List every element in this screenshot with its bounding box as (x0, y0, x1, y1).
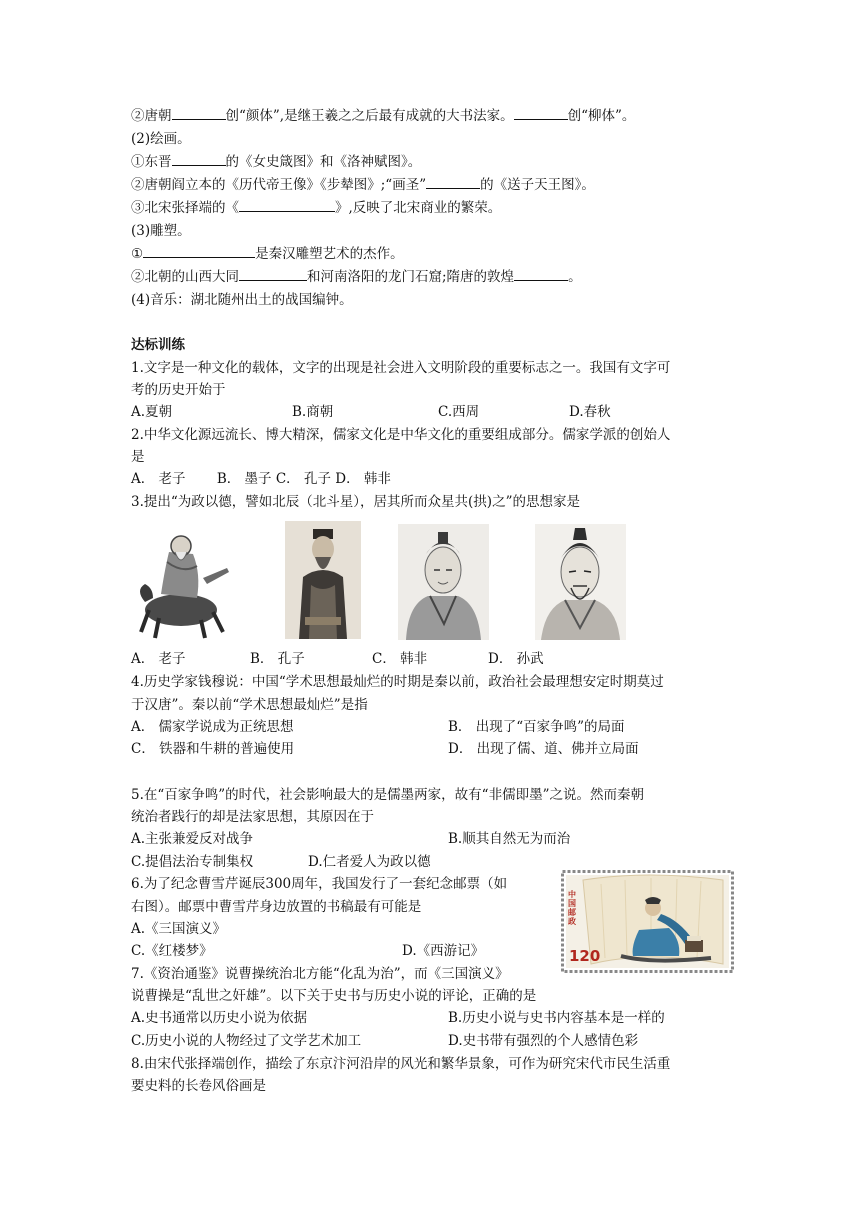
text: ②唐朝阎立本的《历代帝王像》《步辇图》;“画圣” (131, 177, 427, 193)
q5-option-a[interactable]: A.主张兼爱反对战争 (131, 831, 254, 847)
q3-line-1: 3.提出“为政以德，譬如北辰（北斗星），居其所而众星共(拱)之”的思想家是 (131, 494, 580, 510)
caoxueqin-stamp-image (561, 870, 734, 973)
sculpture-heading: (3)雕塑。 (131, 223, 191, 239)
text: 。 (568, 269, 582, 285)
painting-heading: (2)绘画。 (131, 131, 191, 147)
text: 是秦汉雕塑艺术的杰作。 (255, 246, 404, 262)
q1-option-d[interactable]: D.春秋 (569, 404, 611, 420)
q6-option-c[interactable]: C.《红楼梦》 (131, 943, 213, 959)
confucius-portrait-image (285, 521, 361, 639)
answer-blank[interactable] (426, 174, 480, 189)
answer-blank[interactable] (239, 266, 307, 281)
stamp-country-text: 中国邮政 (568, 890, 576, 926)
q5-line-2: 统治者践行的却是法家思想，其原因在于 (131, 809, 374, 825)
q3-option-d[interactable]: D． 孙武 (488, 651, 544, 667)
q5-line-1: 5.在“百家争鸣”的时代，社会影响最大的是儒墨两家，故有“非儒即墨”之说。然而秦朝 (131, 787, 644, 803)
q4-line-2: 于汉唐”。秦以前“学术思想最灿烂”是指 (131, 697, 368, 713)
sunwu-portrait-image (535, 524, 626, 640)
calligraphy-line (131, 105, 635, 127)
sculpture-item-2 (131, 266, 582, 288)
text: 创“颜体”,是继王羲之之后最有成就的大书法家。 (225, 108, 514, 124)
q1-option-b[interactable]: B.商朝 (292, 404, 334, 420)
q7-option-d[interactable]: D.史书带有强烈的个人感情色彩 (448, 1033, 639, 1049)
stamp-value-text: 120 (569, 947, 601, 965)
sculpture-item-1 (131, 243, 404, 265)
answer-blank[interactable] (239, 197, 335, 212)
q3-option-a[interactable]: A． 老子 (131, 651, 186, 667)
hanfei-portrait-image (398, 524, 489, 640)
q2-line-1: 2.中华文化源远流长、博大精深，儒家文化是中华文化的重要组成部分。儒家学派的创始人 (131, 427, 671, 443)
q4-option-d[interactable]: D． 出现了儒、道、佛并立局面 (448, 741, 639, 757)
laozi-on-ox-image (131, 528, 237, 640)
painting-item-1 (131, 151, 421, 173)
text: 创“柳体”。 (567, 108, 636, 124)
q1-line-2: 考的历史开始于 (131, 382, 226, 398)
q5-option-b[interactable]: B.顺其自然无为而治 (448, 831, 571, 847)
answer-blank[interactable] (514, 266, 568, 281)
q4-option-c[interactable]: C． 铁器和牛耕的普遍使用 (131, 741, 295, 757)
q5-option-d[interactable]: D.仁者爱人为政以德 (308, 854, 431, 870)
q3-option-b[interactable]: B． 孔子 (250, 651, 305, 667)
q5-option-c[interactable]: C.提倡法治专制集权 (131, 854, 254, 870)
q1-line-1: 1.文字是一种文化的载体，文字的出现是社会进入文明阶段的重要标志之一。我国有文字可 (131, 360, 671, 376)
q4-option-b[interactable]: B． 出现了“百家争鸣”的局面 (448, 719, 625, 735)
answer-blank[interactable] (172, 151, 226, 166)
q6-option-a[interactable]: A.《三国演义》 (131, 921, 227, 937)
text: 》,反映了北宋商业的繁荣。 (335, 200, 502, 216)
text: ① (131, 246, 144, 262)
section-heading: 达标训练 (131, 337, 185, 353)
answer-blank[interactable] (143, 243, 255, 258)
q1-option-a[interactable]: A.夏朝 (131, 404, 173, 420)
q7-option-a[interactable]: A.史书通常以历史小说为依据 (131, 1010, 308, 1026)
q1-option-c[interactable]: C.西周 (438, 404, 480, 420)
painting-item-2 (131, 174, 595, 196)
q2-options[interactable]: A． 老子 B． 墨子 C． 孔子 D． 韩非 (131, 471, 391, 487)
q6-line-1: 6.为了纪念曹雪芹诞辰300周年，我国发行了一套纪念邮票（如 (131, 876, 508, 892)
text: ②北朝的山西大同 (131, 269, 239, 285)
text: ③北宋张择端的《 (131, 200, 239, 216)
q6-line-2: 右图）。邮票中曹雪芹身边放置的书稿最有可能是 (131, 899, 422, 915)
text: 的《送子天王图》。 (480, 177, 595, 193)
text: ②唐朝 (131, 108, 172, 124)
q8-line-1: 8.由宋代张择端创作，描绘了东京汴河沿岸的风光和繁华景象，可作为研究宋代市民生活重 (131, 1056, 671, 1072)
q7-line-1: 7.《资治通鉴》说曹操统治北方能“化乱为治”，而《三国演义》 (131, 966, 509, 982)
music-line: (4)音乐：湖北随州出土的战国编钟。 (131, 292, 353, 308)
q6-option-d[interactable]: D.《西游记》 (402, 943, 485, 959)
q8-line-2: 要史料的长卷风俗画是 (131, 1078, 266, 1094)
answer-blank[interactable] (514, 105, 568, 120)
text: 和河南洛阳的龙门石窟;隋唐的敦煌 (307, 269, 515, 285)
text: ①东晋 (131, 154, 172, 170)
q2-line-2: 是 (131, 449, 145, 465)
q4-line-1: 4.历史学家钱穆说：中国“学术思想最灿烂的时期是秦以前，政治社会最理想安定时期莫过 (131, 674, 664, 690)
q7-option-b[interactable]: B.历史小说与史书内容基本是一样的 (448, 1010, 665, 1026)
painting-item-3 (131, 197, 501, 219)
q4-option-a[interactable]: A． 儒家学说成为正统思想 (131, 719, 294, 735)
q7-line-2: 说曹操是“乱世之奸雄”。以下关于史书与历史小说的评论，正确的是 (131, 988, 537, 1004)
q7-option-c[interactable]: C.历史小说的人物经过了文学艺术加工 (131, 1033, 362, 1049)
q3-option-c[interactable]: C． 韩非 (372, 651, 428, 667)
answer-blank[interactable] (172, 105, 226, 120)
text: 的《女史箴图》和《洛神赋图》。 (225, 154, 422, 170)
